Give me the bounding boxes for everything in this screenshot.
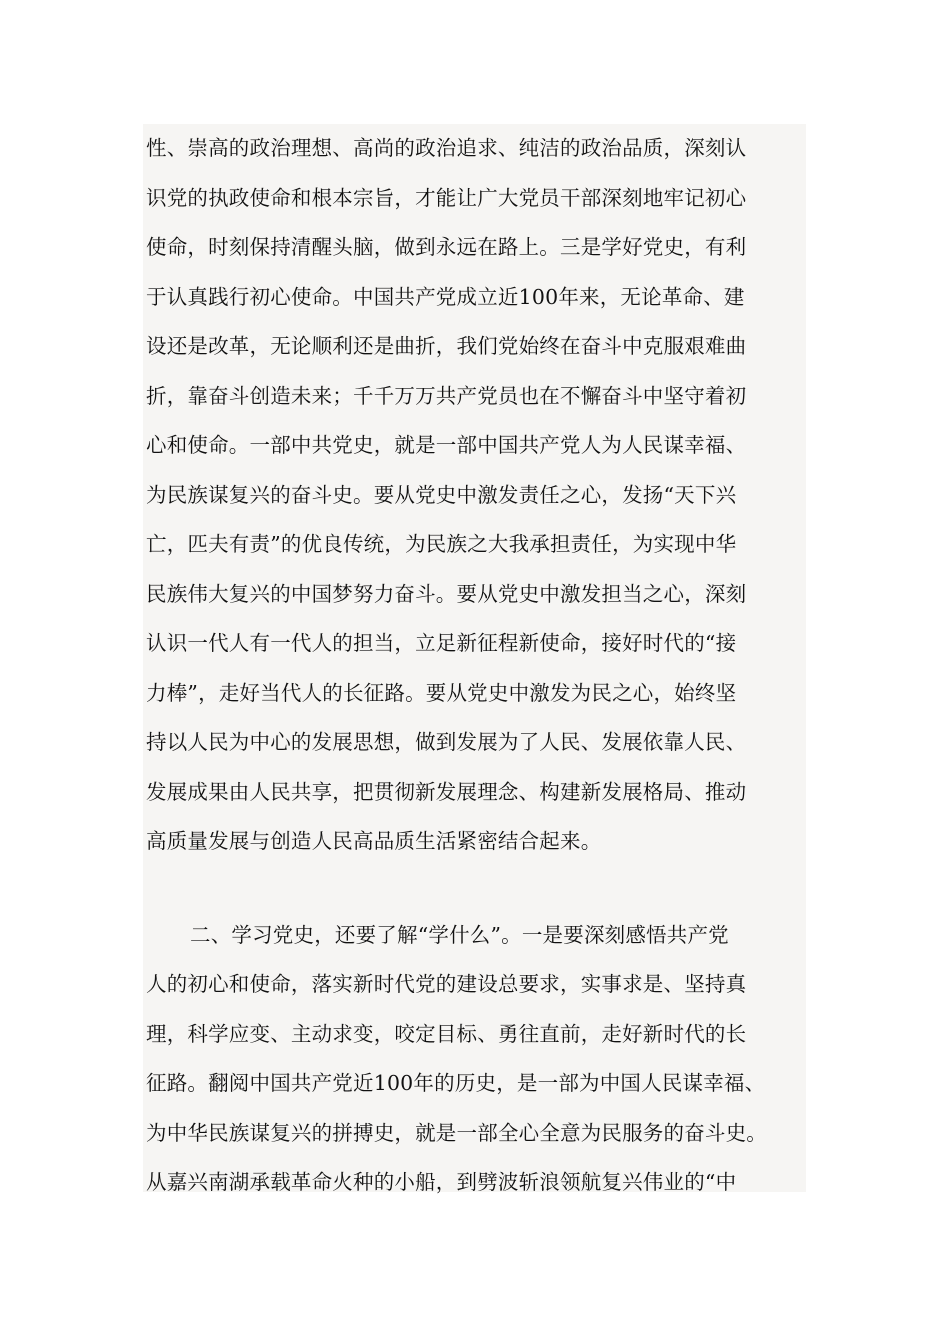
text-line: 识党的执政使命和根本宗旨，才能让广大党员干部深刻地牢记初心	[146, 185, 747, 210]
text-line: 于认真践行初心使命。中国共产党成立近100年来，无论革命、建	[146, 284, 745, 309]
text-line: 持以人民为中心的发展思想，做到发展为了人民、发展依靠人民、	[146, 730, 747, 754]
text-line: 折，靠奋斗创造未来；千千万万共产党员也在不懈奋斗中坚守着初	[146, 383, 747, 408]
text-line: 使命，时刻保持清醒头脑，做到永远在路上。三是学好党史，有利	[146, 235, 747, 259]
text-line: 征路。翻阅中国共产党近100年的历史，是一部为中国人民谋幸福、	[146, 1071, 766, 1095]
text-line: 为中华民族谋复兴的拼搏史，就是一部全心全意为民服务的奋斗史。	[146, 1120, 767, 1145]
text-line: 从嘉兴南湖承载革命火种的小船，到劈波斩浪领航复兴伟业的“中	[146, 1170, 737, 1194]
document-body	[146, 124, 826, 1208]
text-line: 高质量发展与创造人民高品质生活紧密结合起来。	[146, 829, 602, 853]
text-line: 为民族谋复兴的奋斗史。要从党史中激发责任之心，发扬“天下兴	[146, 482, 737, 507]
text-line: 力棒”，走好当代人的长征路。要从党史中激发为民之心，始终坚	[146, 680, 737, 705]
text-line: 发展成果由人民共享，把贯彻新发展理念、构建新发展格局、推动	[146, 779, 747, 804]
paragraph-1	[146, 124, 826, 867]
text-line: 认识一代人有一代人的担当，立足新征程新使命，接好时代的“接	[146, 631, 737, 655]
text-line: 性、崇高的政治理想、高尚的政治追求、纯洁的政治品质，深刻认	[146, 136, 747, 160]
text-line: 亡，匹夫有责”的优良传统，为民族之大我承担责任，为实现中华	[146, 532, 737, 556]
text-line: 民族伟大复兴的中国梦努力奋斗。要从党史中激发担当之心，深刻	[146, 581, 747, 606]
paragraph-spacer	[146, 867, 826, 911]
text-line: 设还是改革，无论顺利还是曲折，我们党始终在奋斗中克服艰难曲	[146, 334, 747, 358]
text-line: 理，科学应变、主动求变，咬定目标、勇往直前，走好新时代的长	[146, 1021, 747, 1046]
text-line: 二、学习党史，还要了解“学什么”。一是要深刻感悟共产党	[190, 922, 729, 947]
text-line: 心和使命。一部中共党史，就是一部中国共产党人为人民谋幸福、	[146, 433, 747, 457]
text-line: 人的初心和使命，落实新时代党的建设总要求，实事求是、坚持真	[146, 972, 747, 996]
paragraph-2	[146, 911, 826, 1208]
